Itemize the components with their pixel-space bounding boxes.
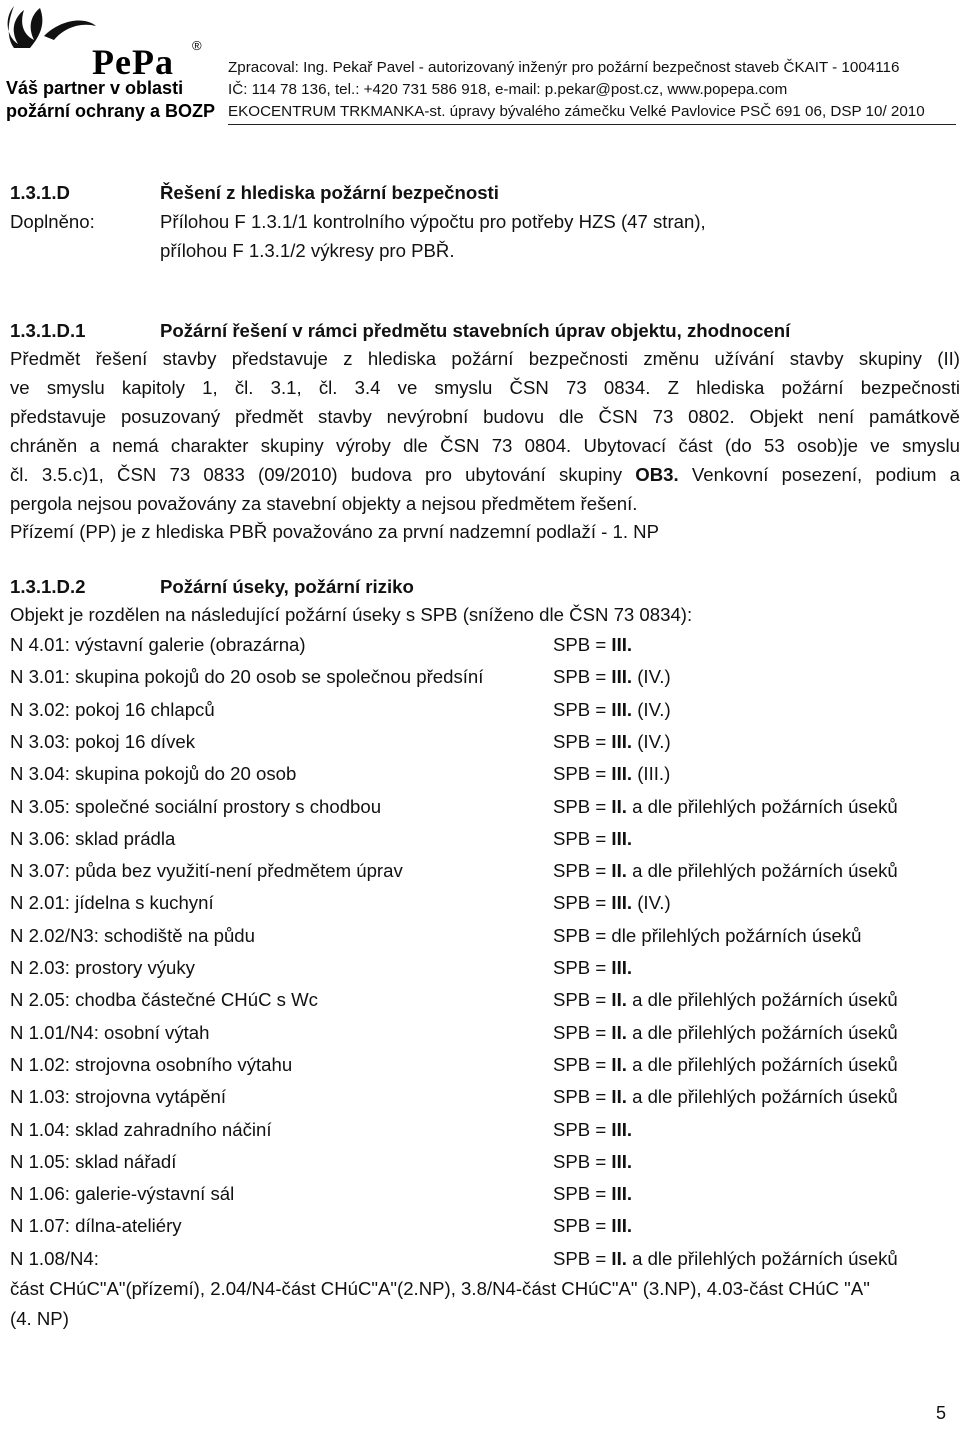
fire-section-spb: SPB = dle přilehlých požárních úseků	[553, 924, 862, 946]
fire-section-row	[10, 826, 950, 852]
fire-section-row	[10, 1052, 950, 1078]
fire-section-name: N 3.01: skupina pokojů do 20 osob se společnou předsíní	[10, 666, 484, 688]
header-divider	[228, 124, 956, 125]
fire-section-row	[10, 923, 950, 949]
sub2-number: 1.3.1.D.2	[10, 576, 86, 597]
fire-section-row	[10, 1149, 950, 1175]
fire-section-spb: SPB = III. (IV.)	[553, 698, 671, 720]
sub1-paragraph-line: ve smyslu kapitoly 1, čl. 3.1, čl. 3.4 ve smyslu ČSN 73 0834. Z hlediska požární bezpečnosti	[10, 377, 960, 398]
logo-registered: ®	[192, 38, 202, 53]
fire-section-spb: SPB = II. a dle přilehlých požárních úseků	[553, 989, 898, 1011]
fire-section-spb: SPB = III.	[553, 827, 633, 849]
fire-section-spb: SPB = III.	[553, 957, 633, 978]
page-number: 5	[936, 1403, 947, 1423]
fire-section-spb: SPB = III. (III.)	[553, 763, 671, 785]
fire-section-spb: SPB = II. a dle přilehlých požárních úseků	[553, 1247, 898, 1269]
sub1-paragraph-line: Přízemí (PP) je z hlediska PBŘ považováno za první nadzemní podlaží - 1. NP	[10, 521, 660, 542]
fire-section-name: N 1.04: sklad zahradního náčiní	[10, 1118, 272, 1140]
sub2-title: Požární úseky, požární riziko	[160, 576, 414, 597]
fire-section-row	[10, 729, 950, 755]
fire-section-spb: SPB = II. a dle přilehlých požárních úseků	[553, 1053, 898, 1075]
logo-brand: PePa	[92, 42, 174, 82]
fire-section-name: N 3.05: společné sociální prostory s chodbou	[10, 795, 382, 817]
logo-tagline-2: požární ochrany a BOZP	[6, 101, 216, 121]
fire-section-name: N 3.04: skupina pokojů do 20 osob	[10, 763, 297, 785]
fire-section-row	[10, 697, 950, 723]
fire-section-spb: SPB = III.	[553, 1183, 633, 1205]
fire-section-name: N 3.07: půda bez využití-není předmětem úprav	[10, 860, 403, 882]
fire-section-name: N 1.05: sklad nářadí	[10, 1150, 177, 1172]
fire-section-name: N 1.06: galerie-výstavní sál	[10, 1183, 235, 1205]
fire-section-row	[10, 1020, 950, 1046]
sub2-intro: Objekt je rozdělen na následující požární úseky s SPB (sníženo dle ČSN 73 0834):	[10, 604, 693, 625]
fire-section-spb: SPB = III.	[553, 1215, 633, 1237]
sub1-paragraph-line: čl. 3.5.c)1, ČSN 73 0833 (09/2010) budova pro ubytování skupiny OB3. Venkovní posezení, podium a	[10, 464, 960, 485]
fire-section-row	[10, 1246, 950, 1272]
addendum-line-1: Přílohou F 1.3.1/1 kontrolního výpočtu pro potřeby HZS (47 stran),	[160, 211, 706, 232]
fire-section-name: N 2.03: prostory výuky	[10, 957, 195, 978]
header-author-line: Zpracoval: Ing. Pekař Pavel - autorizovaný inženýr pro požární bezpečnost staveb ČKAIT - 1004116	[228, 59, 900, 76]
fire-section-name: N 1.02: strojovna osobního výtahu	[10, 1053, 293, 1075]
tail-line-2: (4. NP)	[10, 1308, 69, 1329]
fire-section-row	[10, 664, 950, 690]
logo-swoosh-icon	[8, 6, 43, 48]
fire-section-spb: SPB = II. a dle přilehlých požárních úseků	[553, 1086, 898, 1108]
fire-section-name: N 2.02/N3: schodiště na půdu	[10, 924, 255, 946]
tail-line-1: část CHúC"A"(přízemí), 2.04/N4-část CHúC"A"(2.NP), 3.8/N4-část CHúC"A" (3.NP), 4.03-část CHúC "A"	[10, 1278, 870, 1299]
logo-tagline-1: Váš partner v oblasti	[6, 78, 184, 98]
header-contact-line: IČ: 114 78 136, tel.: +420 731 586 918, e-mail: p.pekar@post.cz, www.popepa.com	[228, 81, 788, 98]
addendum-label: Doplněno:	[10, 211, 95, 232]
fire-section-row	[10, 761, 950, 787]
fire-section-row	[10, 1117, 950, 1143]
addendum-line-2: přílohou F 1.3.1/2 výkresy pro PBŘ.	[160, 240, 455, 261]
fire-section-row	[10, 890, 950, 916]
sub1-paragraph-line: Předmět řešení stavby představuje z hlediska požární bezpečnosti změnu užívání stavby skupiny (II)	[10, 348, 960, 369]
sub1-paragraph-line: představuje posuzovaný předmět stavby nevýrobní budovu dle ČSN 73 0802. Objekt není památkově	[10, 406, 960, 427]
fire-section-name: N 3.02: pokoj 16 chlapců	[10, 698, 215, 720]
fire-section-name: N 2.05: chodba částečné CHúC s Wc	[10, 989, 318, 1011]
fire-section-spb: SPB = II. a dle přilehlých požárních úseků	[553, 860, 898, 882]
sub1-paragraph-line: pergola nejsou považovány za stavební objekty a nejsou předmětem řešení.	[10, 493, 638, 514]
section-title: Řešení z hlediska požární bezpečnosti	[160, 182, 499, 203]
fire-section-row	[10, 955, 950, 981]
fire-section-name: N 3.03: pokoj 16 dívek	[10, 730, 196, 752]
header-project-line: EKOCENTRUM TRKMANKA-st. úpravy bývalého zámečku Velké Pavlovice PSČ 691 06, DSP 10/ 2010	[228, 103, 925, 120]
fire-section-row	[10, 1213, 950, 1239]
fire-section-name: N 1.01/N4: osobní výtah	[10, 1021, 210, 1043]
fire-section-row	[10, 794, 950, 820]
sub1-number: 1.3.1.D.1	[10, 320, 86, 341]
fire-section-spb: SPB = II. a dle přilehlých požárních úseků	[553, 1021, 898, 1043]
fire-section-spb: SPB = III. (IV.)	[553, 892, 671, 914]
fire-section-name: N 4.01: výstavní galerie (obrazárna)	[10, 634, 306, 655]
fire-section-row	[10, 1084, 950, 1110]
fire-section-spb: SPB = III. (IV.)	[553, 730, 671, 752]
sub1-title: Požární řešení v rámci předmětu stavebních úprav objektu, zhodnocení	[160, 320, 791, 341]
fire-section-name: N 2.01: jídelna s kuchyní	[10, 892, 214, 914]
sub1-paragraph-line: chráněn a nemá charakter skupiny výroby dle ČSN 73 0804. Ubytovací část (do 53 osob)je ve smyslu	[10, 435, 960, 456]
fire-section-spb: SPB = III.	[553, 1118, 633, 1140]
fire-section-spb: SPB = II. a dle přilehlých požárních úseků	[553, 795, 898, 817]
fire-section-row	[10, 1181, 950, 1207]
fire-section-spb: SPB = III.	[553, 634, 633, 655]
fire-section-name: N 3.06: sklad prádla	[10, 827, 176, 849]
fire-section-name: N 1.03: strojovna vytápění	[10, 1086, 227, 1108]
fire-section-row	[10, 858, 950, 884]
fire-section-row	[10, 632, 950, 658]
fire-section-row	[10, 987, 950, 1013]
fire-section-spb: SPB = III.	[553, 1150, 633, 1172]
fire-section-name: N 1.08/N4:	[10, 1247, 99, 1269]
fire-section-name: N 1.07: dílna-ateliéry	[10, 1215, 182, 1237]
pepa-logo	[0, 0, 225, 122]
section-number: 1.3.1.D	[10, 182, 70, 203]
fire-section-spb: SPB = III. (IV.)	[553, 666, 671, 688]
